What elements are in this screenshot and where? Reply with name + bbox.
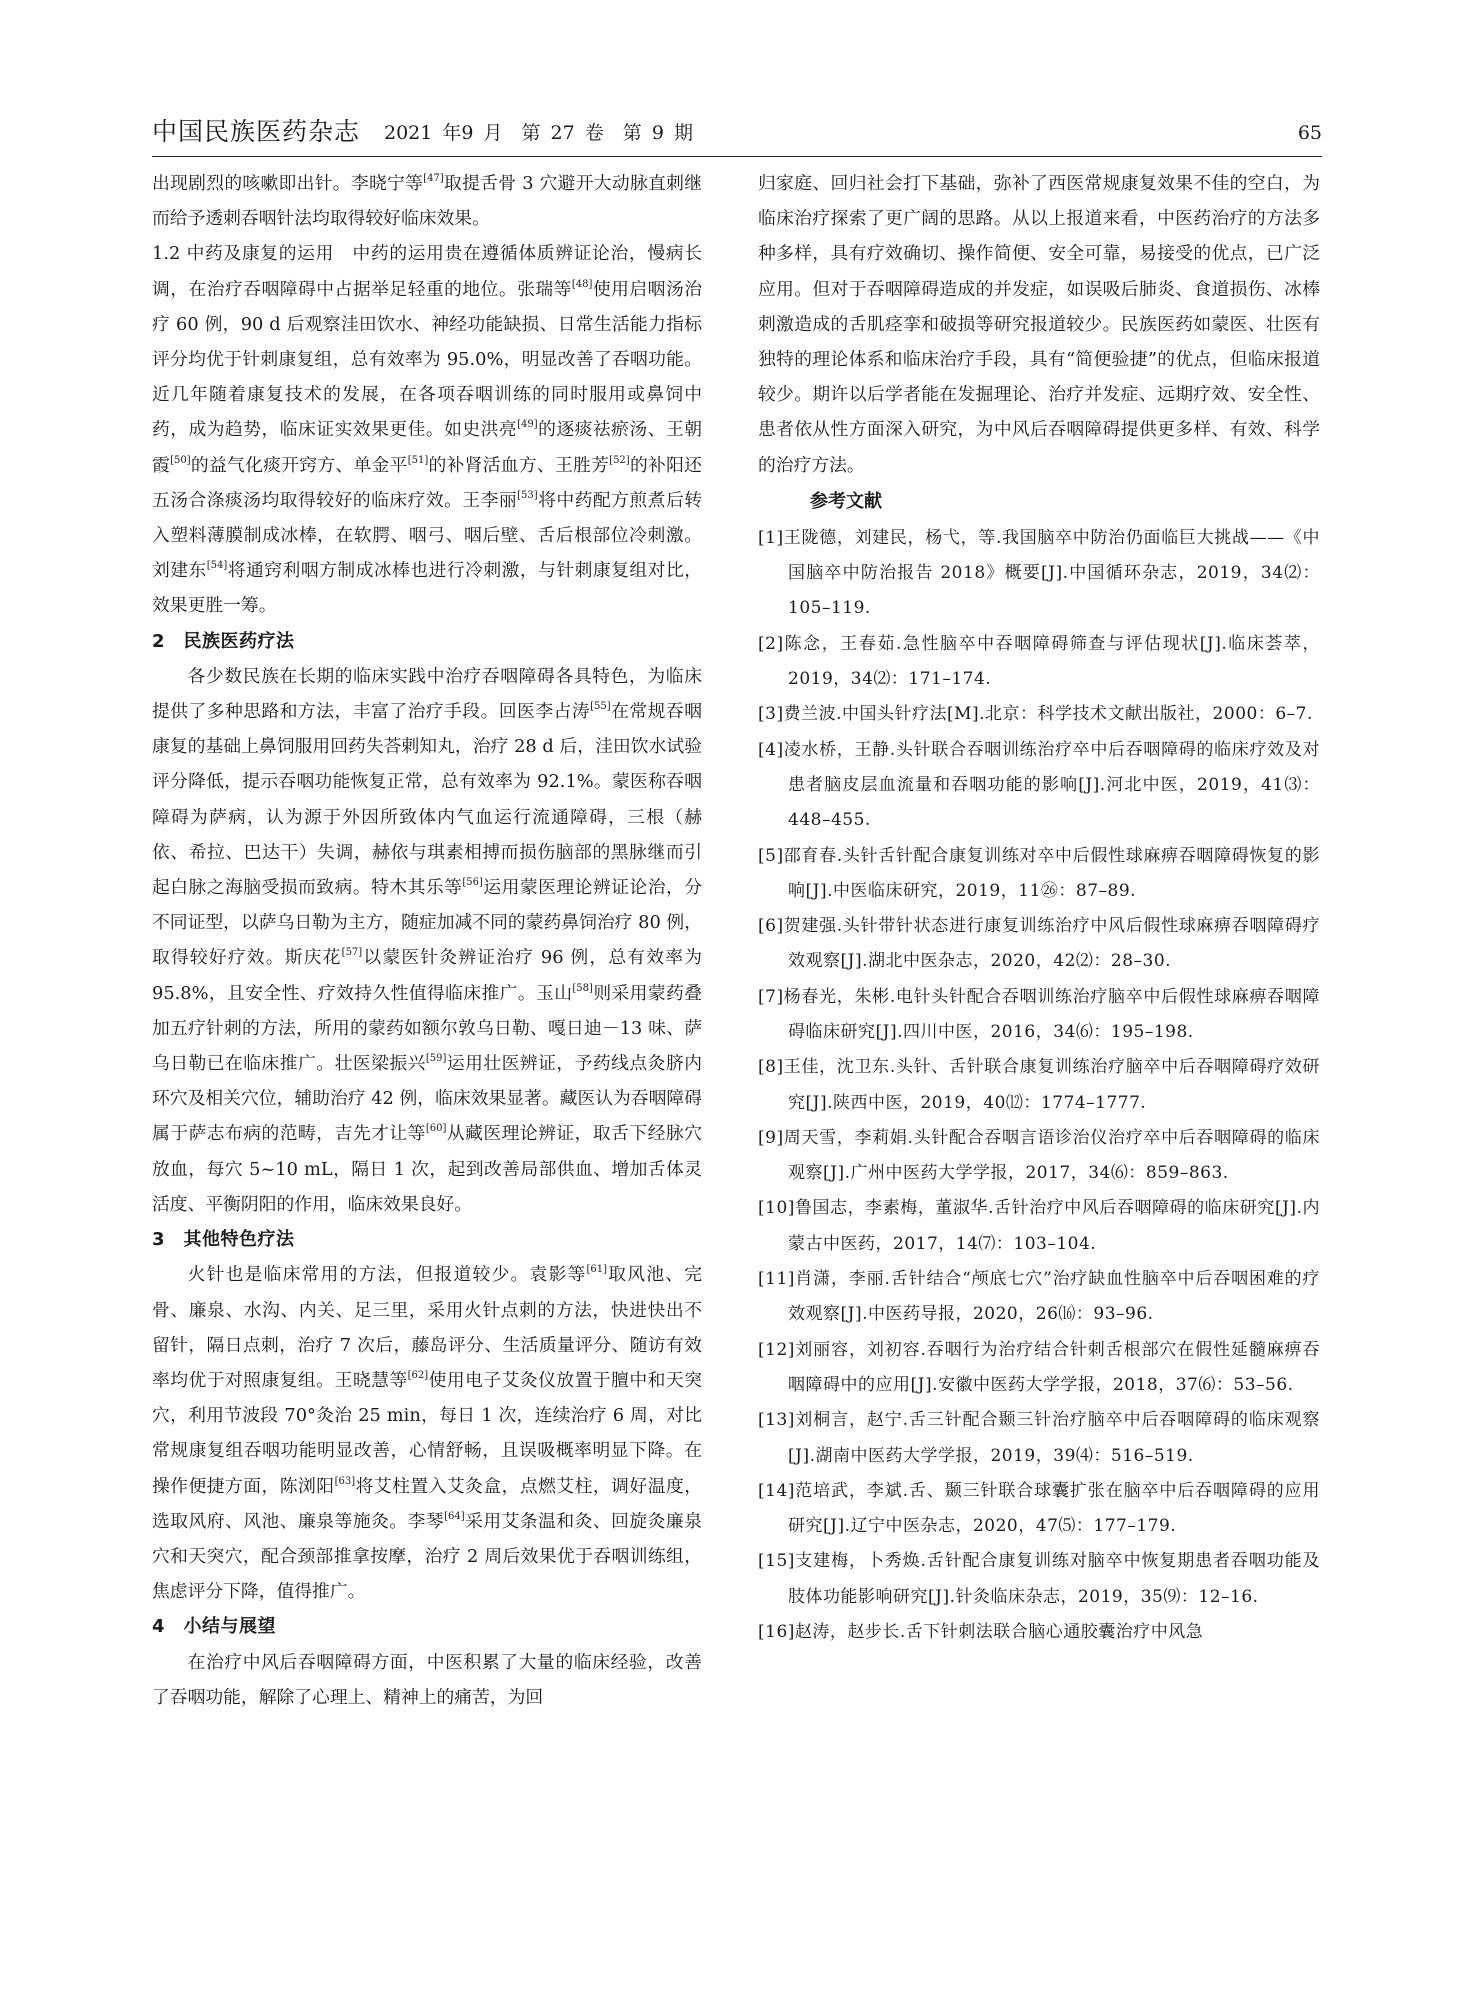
page-number: 65 xyxy=(1297,122,1322,144)
reference-item: [15]支建梅，卜秀焕.舌针配合康复训练对脑卒中恢复期患者吞咽功能及肢体功能影响研究[J].针灸临床杂志，2019，35⑼：12–16. xyxy=(758,1551,1320,1607)
citation: [50] xyxy=(170,454,191,466)
reference-item: [7]杨春光，朱彬.电针头针配合吞咽训练治疗脑卒中后假性球麻痹吞咽障碍临床研究[J].四川中医，2016，34⑹：195–198. xyxy=(758,986,1320,1042)
paragraph: 1.2 中药及康复的运用 中药的运用贵在遵循体质辨证论治，慢病长调，在治疗吞咽障碍中占据举足轻重的地位。张瑞等[48]使用启咽汤治疗 60 例，90 d 后观察洼田饮水、神经功能缺损、日常生活能力指标评分均优于针刺康复组，总有效率为 95.0%，明显改善了吞咽功能。近几年随着康复技术的发展，在各项吞咽训练的同时服用或鼻饲中药，成为趋势，临床证实效果更佳。如史洪亮[49]的逐痰祛瘀汤、王朝霞[50]的益气化痰开窍方、单金平[51]的补肾活血方、王胜芳[52]的补阳还五汤合涤痰汤均取得较好的临床疗效。王李丽[53]将中药配方煎煮后转入塑料薄膜制成冰棒，在软腭、咽弓、咽后壁、舌后根部位冷刺激。刘建东[54]将通窍利咽方制成冰棒也进行冷刺激，与针刺康复组对比，效果更胜一筹。 xyxy=(152,243,702,617)
running-header xyxy=(152,116,1322,157)
reference-item: [2]陈念，王春茹.急性脑卒中吞咽障碍筛查与评估现状[J].临床荟萃，2019，34⑵：171–174. xyxy=(758,633,1320,690)
citation: [51] xyxy=(407,454,429,466)
reference-item: [5]邵育春.头针舌针配合康复训练对卒中后假性球麻痹吞咽障碍恢复的影响[J].中医临床研究，2019，11㉖：87–89. xyxy=(758,845,1320,901)
reference-item: [3]费兰波.中国头针疗法[M].北京：科学技术文献出版社，2000：6–7. xyxy=(758,704,1313,725)
citation: [56] xyxy=(462,877,483,889)
citation: [64] xyxy=(444,1510,465,1522)
citation: [47] xyxy=(423,173,444,184)
citation: [53] xyxy=(517,489,538,501)
citation: [59] xyxy=(425,1053,447,1065)
section-heading: 3 其他特色疗法 xyxy=(152,1229,295,1251)
citation: [52] xyxy=(609,454,630,466)
reference-item: [16]赵涛，赵步长.舌下针刺法联合脑心通胶囊治疗中风急 xyxy=(758,1622,1204,1643)
right-column xyxy=(758,166,1320,1650)
citation: [58] xyxy=(572,982,593,994)
issue-info: 2021 年9 月 第 27 卷 第 9 期 xyxy=(384,122,693,144)
paragraph: 火针也是临床常用的方法，但报道较少。袁影等[61]取风池、完骨、廉泉、水沟、内关、足三里，采用火针点刺的方法，快进快出不留针，隔日点刺，治疗 7 次后，藤岛评分、生活质量评分、随访有效率均优于对照康复组。王晓慧等[62]使用电子艾灸仪放置于膻中和天突穴，利用节波段 70°灸治 25 min，每日 1 次，连续治疗 6 周，对比常规康复组吞咽功能明显改善，心情舒畅，且误吸概率明显下降。在操作便捷方面，陈浏阳[63]将艾柱置入艾灸盒，点燃艾柱，调好温度，选取风府、风池、廉泉等施灸。李琴[64]采用艾条温和灸、回旋灸廉泉穴和天突穴，配合颈部推拿按摩，治疗 2 周后效果优于吞咽训练组，焦虑评分下降，值得推广。 xyxy=(152,1264,702,1603)
citation: [48] xyxy=(571,278,593,290)
reference-item: [1]王陇德，刘建民，杨弋，等.我国脑卒中防治仍面临巨大挑战——《中国脑卒中防治报告 2018》概要[J].中国循环杂志，2019，34⑵：105–119. xyxy=(758,527,1320,619)
journal-title: 中国民族医药杂志 xyxy=(152,117,361,146)
reference-item: [4]凌水桥，王静.头针联合吞咽训练治疗卒中后吞咽障碍的临床疗效及对患者脑皮层血流量和吞咽功能的影响[J].河北中医，2019，41⑶：448–455. xyxy=(758,739,1320,831)
citation: [62] xyxy=(407,1369,429,1381)
paragraph: 在治疗中风后吞咽障碍方面，中医积累了大量的临床经验，改善了吞咽功能，解除了心理上、精神上的痛苦，为回 xyxy=(152,1651,702,1708)
reference-item: [13]刘桐言，赵宁.舌三针配合颞三针治疗脑卒中后吞咽障碍的临床观察[J].湖南中医药大学学报，2019，39⑷：516–519. xyxy=(758,1410,1320,1466)
citation: [57] xyxy=(341,947,363,959)
references-heading: 参考文献 xyxy=(810,490,882,512)
reference-list xyxy=(758,521,1320,1651)
citation: [49] xyxy=(517,419,538,431)
citation: [61] xyxy=(586,1264,607,1276)
citation: [60] xyxy=(425,1123,447,1135)
citation: [63] xyxy=(334,1475,356,1487)
citation: [55] xyxy=(590,701,611,713)
reference-item: [6]贺建强.头针带针状态进行康复训练治疗中风后假性球麻痹吞咽障碍疗效观察[J].湖北中医杂志，2020，42⑵：28–30. xyxy=(758,916,1320,972)
reference-item: [10]鲁国志，李素梅，董淑华.舌针治疗中风后吞咽障碍的临床研究[J].内蒙古中医药，2017，14⑺：103–104. xyxy=(758,1198,1320,1254)
reference-item: [12]刘丽容，刘初容.吞咽行为治疗结合针刺舌根部穴在假性延髓麻痹吞咽障碍中的应用[J].安徽中医药大学学报，2018，37⑹：53–56. xyxy=(758,1339,1320,1395)
section-heading: 2 民族医药疗法 xyxy=(152,630,295,652)
reference-item: [8]王佳，沈卫东.头针、舌针联合康复训练治疗脑卒中后吞咽障碍疗效研究[J].陕西中医，2019，40⑿：1774–1777. xyxy=(758,1057,1320,1113)
left-column xyxy=(152,166,702,1715)
reference-item: [11]肖潇，李丽.舌针结合“颅底七穴”治疗缺血性脑卒中后吞咽困难的疗效观察[J].中医药导报，2020，26⒃：93–96. xyxy=(758,1269,1320,1325)
paragraph: 各少数民族在长期的临床实践中治疗吞咽障碍各具特色，为临床提供了多种思路和方法，丰富了治疗手段。回医李占涛[55]在常规吞咽康复的基础上鼻饲服用回药失荅剌知丸，治疗 28 d 后，洼田饮水试验评分降低，提示吞咽功能恢复正常，总有效率为 92.1%。蒙医称吞咽障碍为萨病，认为源于外因所致体内气血运行流通障碍，三根（赫依、希拉、巴达干）失调，赫依与琪素相搏而损伤脑部的黑脉继而引起白脉之海脑受损而致病。特木其乐等[56]运用蒙医理论辨证论治，分不同证型，以萨乌日勒为主方，随症加减不同的蒙药鼻饲治疗 80 例，取得较好疗效。斯庆花[57]以蒙医针灸辨证治疗 96 例，总有效率为 95.8%，且安全性、疗效持久性值得临床推广。玉山[58]则采用蒙药叠加五疗针刺的方法，所用的蒙药如额尔敦乌日勒、嘎日迪－13 味、萨乌日勒已在临床推广。壮医梁振兴[59]运用壮医辨证，予药线点灸脐内环穴及相关穴位，辅助治疗 42 例，临床效果显著。藏医认为吞咽障碍属于萨志布病的范畴，吉先才让等[60]从藏医理论辨证，取舌下经脉穴放血，每穴 5~10 mL，隔日 1 次，起到改善局部供血、增加舌体灵活度、平衡阴阳的作用，临床效果良好。 xyxy=(152,665,702,1215)
paragraph: 出现剧烈的咳嗽即出针。李晓宁等[47]取提舌骨 3 穴避开大动脉直刺继而给予透刺吞咽针法均取得较好临床效果。 xyxy=(152,173,702,230)
section-heading: 4 小结与展望 xyxy=(152,1616,277,1638)
paragraph: 归家庭、回归社会打下基础，弥补了西医常规康复效果不佳的空白，为临床治疗探索了更广阔的思路。从以上报道来看，中医药治疗的方法多种多样，具有疗效确切、操作简便、安全可靠，易接受的优点，已广泛应用。但对于吞咽障碍造成的并发症，如误吸后肺炎、食道损伤、冰棒刺激造成的舌肌痉挛和破损等研究报道较少。民族医药如蒙医、壮医有独特的理论体系和临床治疗手段，具有“简便验捷”的优点，但临床报道较少。期许以后学者能在发掘理论、治疗并发症、远期疗效、安全性、患者依从性方面深入研究，为中风后吞咽障碍提供更多样、有效、科学的治疗方法。 xyxy=(758,173,1320,476)
reference-item: [14]范培武，李斌.舌、颞三针联合球囊扩张在脑卒中后吞咽障碍的应用研究[J].辽宁中医杂志，2020，47⑸：177–179. xyxy=(758,1480,1320,1537)
citation: [54] xyxy=(206,560,228,572)
reference-item: [9]周天雪，李莉娟.头针配合吞咽言语诊治仪治疗卒中后吞咽障碍的临床观察[J].广州中医药大学学报，2017，34⑹：859–863. xyxy=(758,1127,1320,1184)
